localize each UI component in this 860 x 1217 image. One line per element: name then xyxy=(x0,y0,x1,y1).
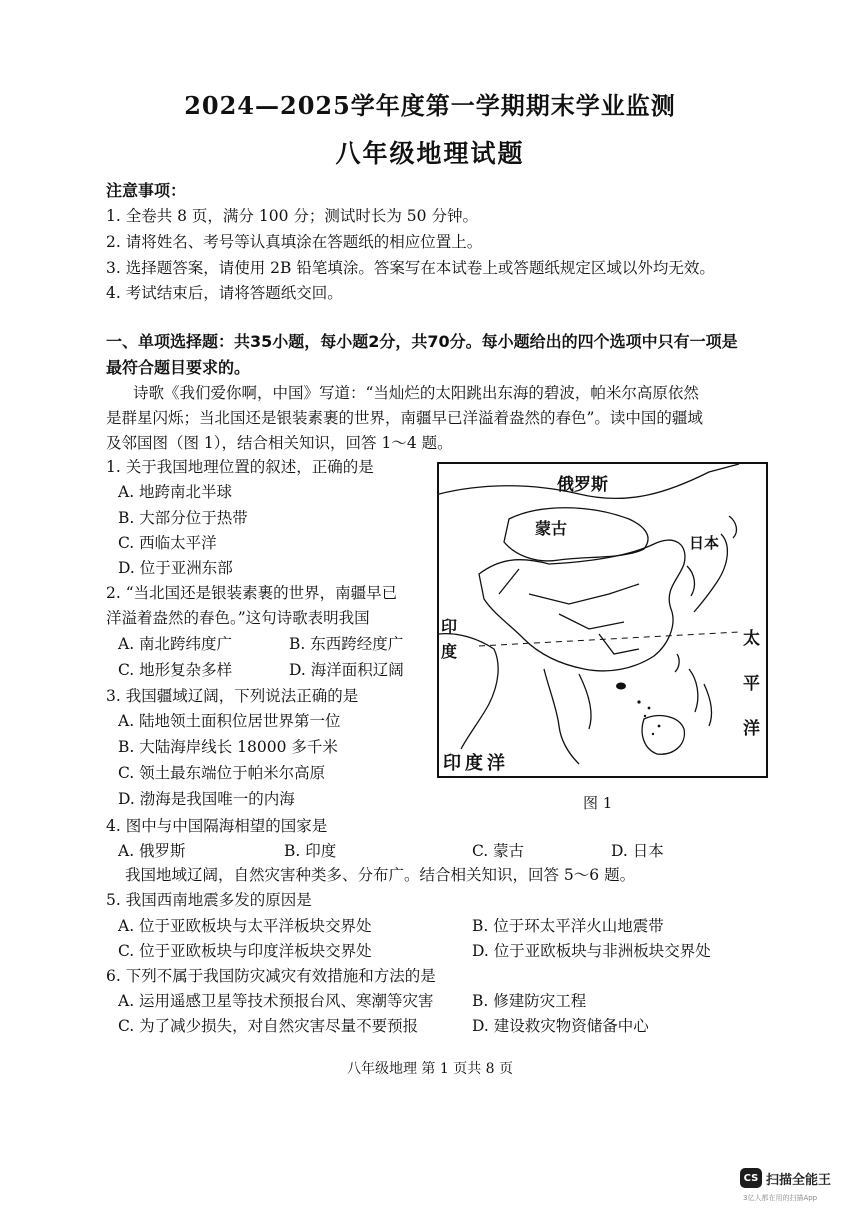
option: A. 俄罗斯 xyxy=(118,842,186,860)
map-label-japan: 日本 xyxy=(689,534,720,552)
map-label-mongolia: 蒙古 xyxy=(535,519,568,538)
option: A. 南北跨纬度广 xyxy=(118,635,233,653)
option: C. 位于亚欧板块与印度洋板块交界处 xyxy=(118,942,372,960)
option: D. 位于亚欧板块与非洲板块交界处 xyxy=(472,942,711,960)
exam-subtitle: 八年级地理试题 xyxy=(335,139,525,168)
map-label-indian-ocean: 印度洋 xyxy=(443,753,509,774)
map-drawing xyxy=(439,464,766,776)
figure-map-china-neighbors xyxy=(437,462,768,778)
option: D. 海洋面积辽阔 xyxy=(289,661,404,679)
scanner-watermark xyxy=(740,1168,831,1188)
notice-item: 3. 选择题答案，请使用 2B 铅笔填涂。答案写在本试卷上或答题纸规定区域以外均无效。 xyxy=(106,259,715,277)
option: C. 领土最东端位于帕米尔高原 xyxy=(118,764,326,782)
question-stem: 3. 我国疆域辽阔，下列说法正确的是 xyxy=(106,687,359,705)
option: C. 西临太平洋 xyxy=(118,534,217,552)
option: A. 陆地领土面积位居世界第一位 xyxy=(118,712,341,730)
option: A. 位于亚欧板块与太平洋板块交界处 xyxy=(118,917,372,935)
notice-heading: 注意事项： xyxy=(106,181,187,200)
notice-item: 4. 考试结束后，请将答题纸交回。 xyxy=(106,284,343,302)
question-stem: 2. “当北国还是银装素裹的世界，南疆早已 xyxy=(106,584,398,602)
map-label-india: 印 xyxy=(441,617,458,636)
watermark-name: 扫描全能王 xyxy=(766,1172,832,1188)
map-label-pacific: 平 xyxy=(743,674,760,694)
option: A. 运用遥感卫星等技术预报台风、寒潮等灾害 xyxy=(118,992,434,1010)
option: D. 位于亚洲东部 xyxy=(118,559,233,577)
intro-paragraph: 我国地域辽阔，自然灾害种类多、分布广。结合相关知识，回答 5～6 题。 xyxy=(125,866,636,884)
question-stem: 洋溢着盎然的春色。”这句诗歌表明我国 xyxy=(106,609,370,627)
option: C. 地形复杂多样 xyxy=(118,661,233,679)
notice-item: 1. 全卷共 8 页，满分 100 分；测试时长为 50 分钟。 xyxy=(106,207,478,225)
intro-paragraph: 及邻国图（图 1），结合相关知识，回答 1～4 题。 xyxy=(106,434,453,452)
notice-item: 2. 请将姓名、考号等认真填涂在答题纸的相应位置上。 xyxy=(106,233,483,251)
question-stem: 5. 我国西南地震多发的原因是 xyxy=(106,891,312,909)
map-label-india: 度 xyxy=(441,642,458,661)
exam-title: 2024—2025学年度第一学期期末学业监测 xyxy=(184,91,676,120)
option: A. 地跨南北半球 xyxy=(118,483,233,501)
page-footer: 八年级地理 第 1 页共 8 页 xyxy=(346,1061,514,1077)
option: C. 为了减少损失，对自然灾害尽量不要预报 xyxy=(118,1017,419,1035)
question-stem: 1. 关于我国地理位置的叙述，正确的是 xyxy=(106,458,374,476)
map-label-pacific: 洋 xyxy=(743,719,760,739)
option: B. 大陆海岸线长 18000 多千米 xyxy=(118,738,338,756)
section-heading: 一、单项选择题：共35小题，每小题2分，共70分。每小题给出的四个选项中只有一项是 xyxy=(106,332,738,351)
map-label-pacific: 太 xyxy=(743,629,760,649)
option: D. 日本 xyxy=(611,842,664,860)
intro-paragraph: 诗歌《我们爱你啊，中国》写道：“当灿烂的太阳跳出东海的碧波，帕米尔高原依然 xyxy=(133,384,699,402)
option: B. 位于环太平洋火山地震带 xyxy=(472,917,664,935)
option: B. 印度 xyxy=(284,842,337,860)
question-stem: 4. 图中与中国隔海相望的国家是 xyxy=(106,817,328,835)
option: B. 修建防灾工程 xyxy=(472,992,587,1010)
section-heading: 最符合题目要求的。 xyxy=(106,358,251,377)
option: C. 蒙古 xyxy=(472,842,525,860)
option: B. 东西跨经度广 xyxy=(289,635,404,653)
option: D. 渤海是我国唯一的内海 xyxy=(118,790,295,808)
question-stem: 6. 下列不属于我国防灾减灾有效措施和方法的是 xyxy=(106,967,436,985)
camscanner-logo-icon: CS xyxy=(740,1168,762,1188)
map-label-russia: 俄罗斯 xyxy=(557,475,608,495)
watermark-tagline: 3亿人都在用的扫描App xyxy=(743,1194,818,1202)
figure-caption: 图 1 xyxy=(583,794,613,812)
option: D. 建设救灾物资储备中心 xyxy=(472,1017,649,1035)
option: B. 大部分位于热带 xyxy=(118,509,248,527)
intro-paragraph: 是群星闪烁；当北国还是银装素裹的世界，南疆早已洋溢着盎然的春色”。读中国的疆域 xyxy=(106,409,703,427)
